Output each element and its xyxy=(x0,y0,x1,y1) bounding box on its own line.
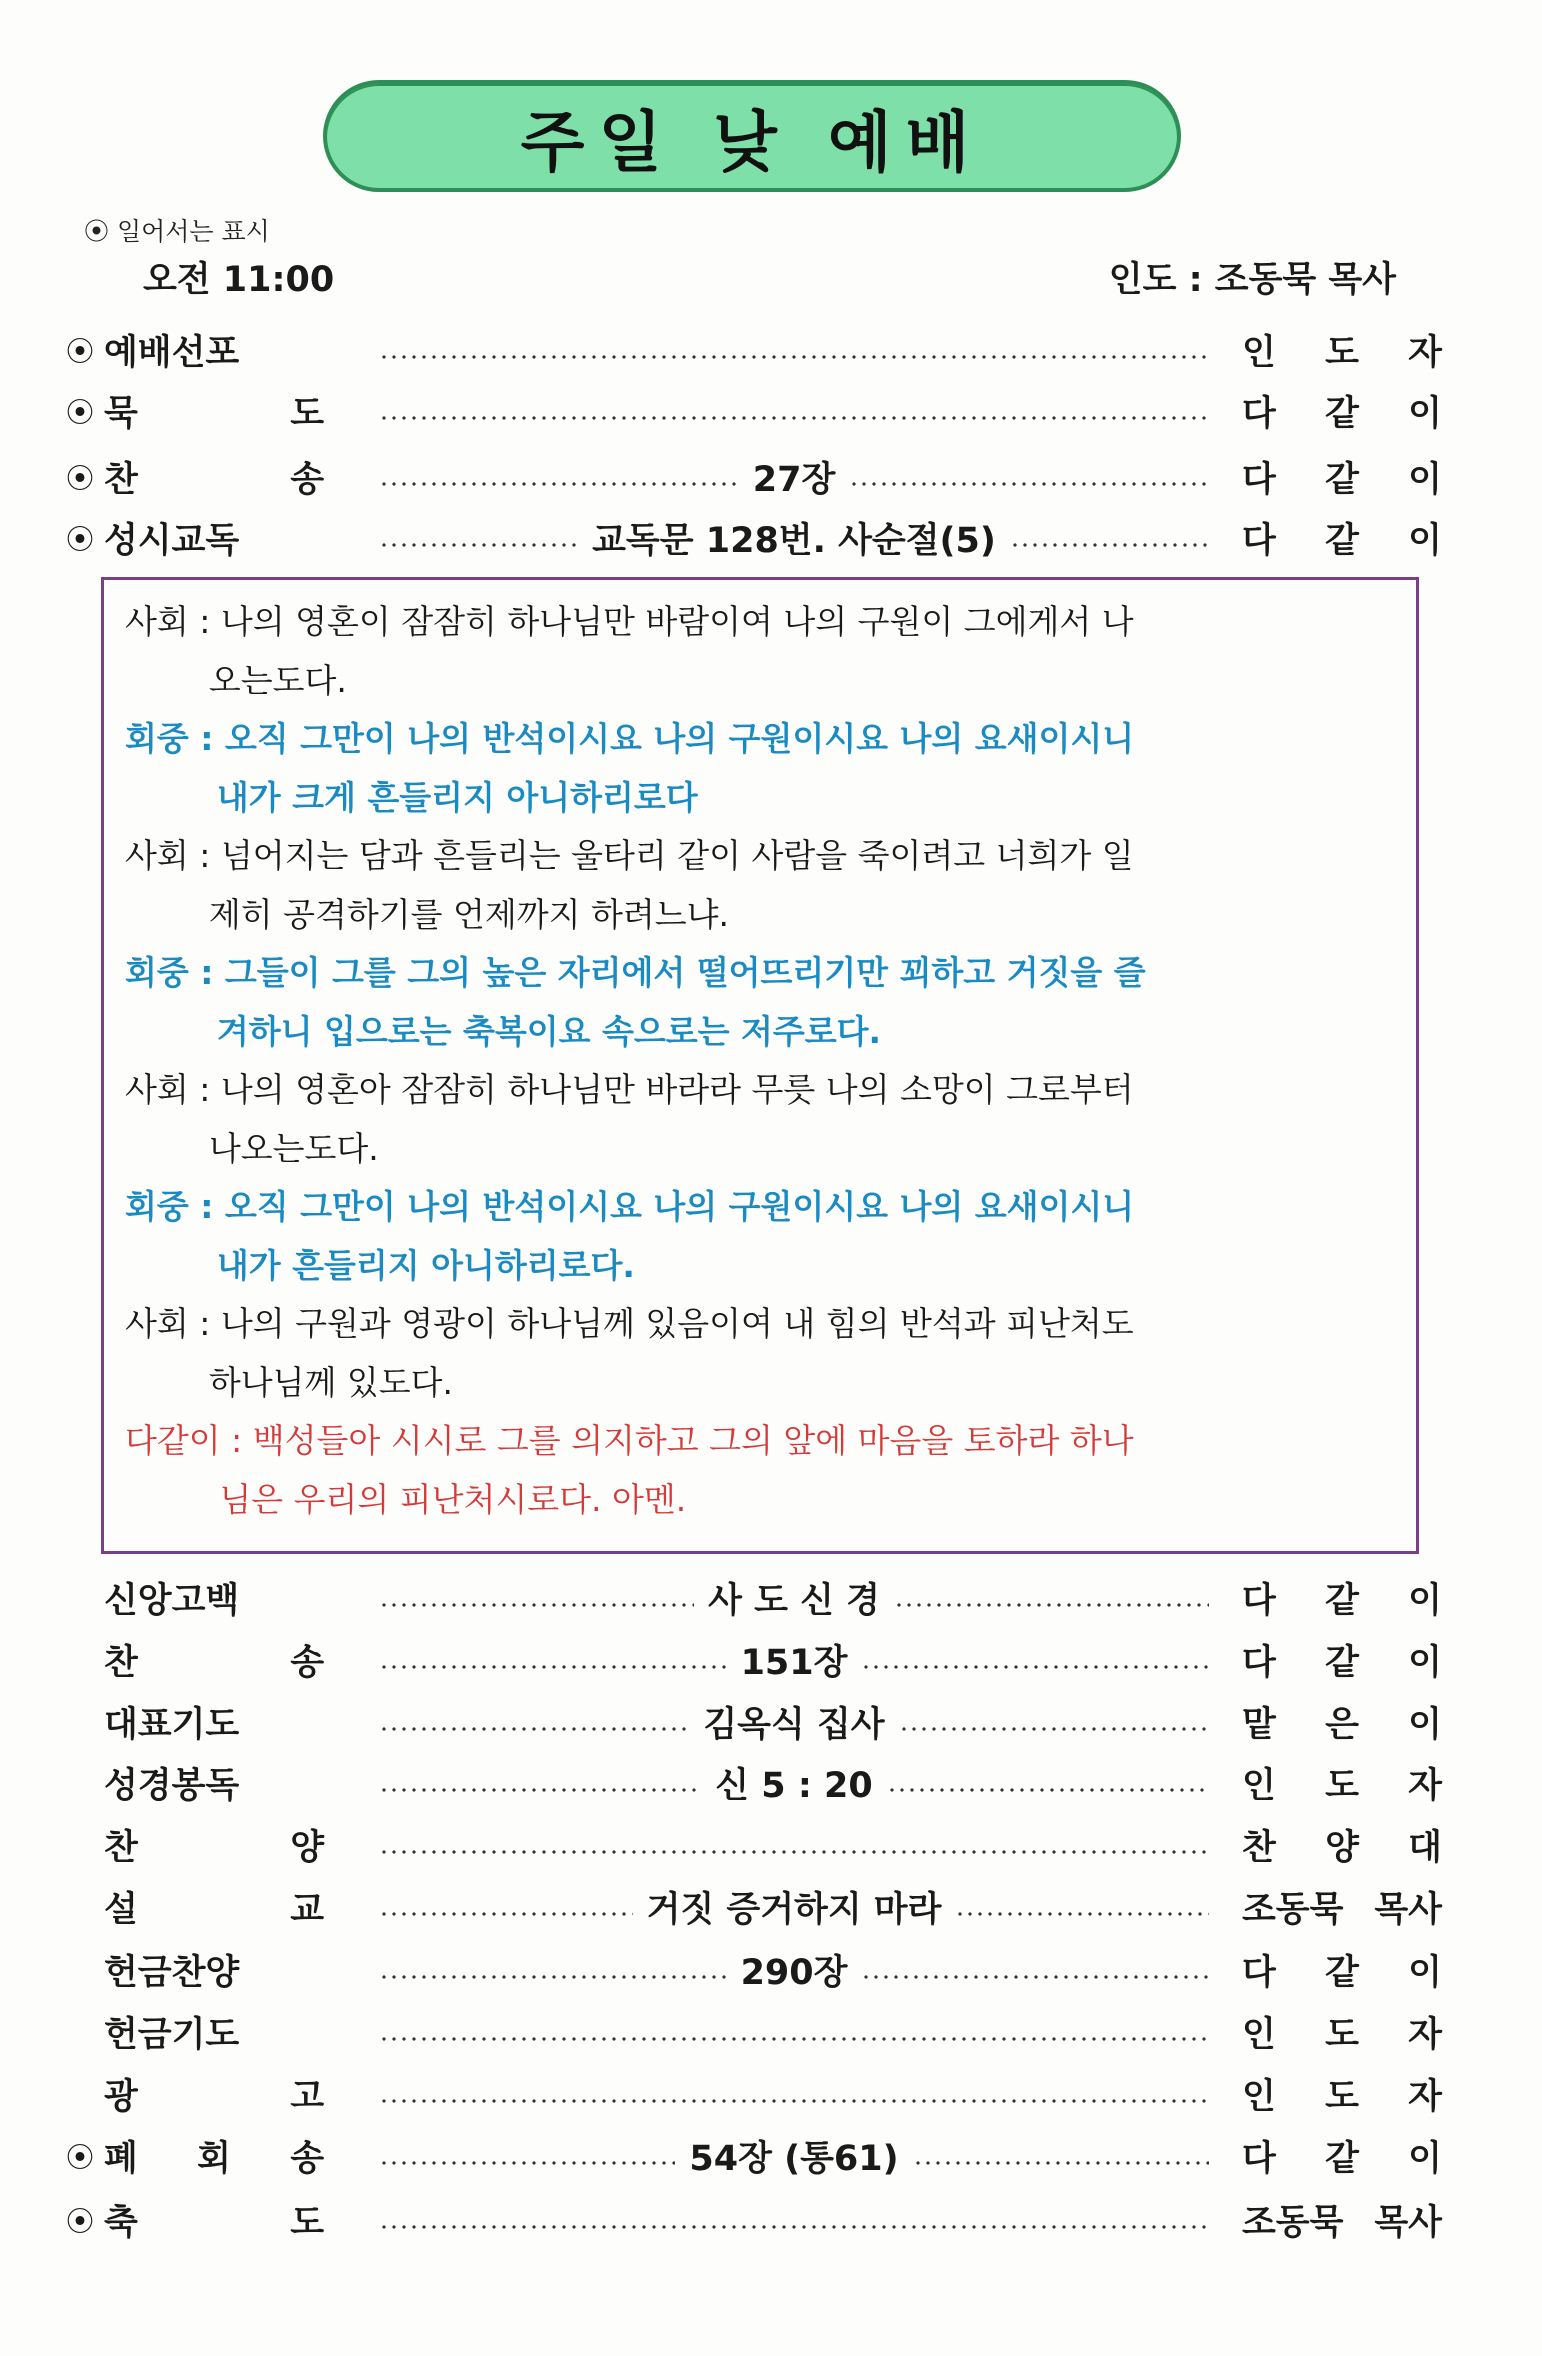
dot-leader xyxy=(887,1788,1209,1792)
order-item-label: 묵 도 xyxy=(104,394,324,434)
order-item-label: 폐 회 송 xyxy=(104,2139,324,2179)
dot-leader xyxy=(379,355,1209,359)
order-row-top-1 xyxy=(66,381,1442,441)
dot-leader xyxy=(379,416,1209,420)
order-row-top-2 xyxy=(66,447,1442,507)
order-row-bottom-1 xyxy=(66,1630,1442,1690)
reading-line: 겨하니 입으로는 축복이요 속으로는 저주로다. xyxy=(125,1011,882,1051)
dot-leader xyxy=(849,482,1209,486)
order-item-role: 다 같 이 xyxy=(1242,460,1442,500)
standing-mark-icon: ⦿ xyxy=(66,523,95,556)
order-row-bottom-3 xyxy=(66,1753,1442,1813)
service-time: 오전 11:00 xyxy=(143,260,335,300)
order-item-label: 설 교 xyxy=(104,1890,324,1930)
reading-line: 나오는도다. xyxy=(125,1128,379,1168)
order-item-label: 예배선포 xyxy=(104,333,240,373)
reading-line: 회중 : 오직 그만이 나의 반석이시요 나의 구원이시요 나의 요새이시니 xyxy=(125,719,1135,758)
reading-line: 다같이 : 백성들아 시시로 그를 의지하고 그의 앞에 마음을 토하라 하나 xyxy=(125,1421,1134,1460)
dot-leader xyxy=(379,1975,727,1979)
order-item-role: 다 같 이 xyxy=(1242,1581,1442,1621)
reading-line: 회중 : 그들이 그를 그의 높은 자리에서 떨어뜨리기만 꾀하고 거짓을 즐 xyxy=(125,953,1146,992)
order-row-top-3 xyxy=(66,508,1442,568)
order-row-bottom-9 xyxy=(66,2126,1442,2186)
dot-leader xyxy=(913,2161,1209,2165)
order-item-role: 인 도 자 xyxy=(1242,1766,1442,1806)
dot-leader xyxy=(1010,543,1209,547)
order-item-label: 헌금기도 xyxy=(104,2015,240,2055)
order-item-role: 찬 양 대 xyxy=(1242,1828,1442,1868)
dot-leader xyxy=(379,2037,1209,2041)
order-item-content: 교독문 128번. 사순절(5) xyxy=(592,521,996,561)
order-item-label: 찬 양 xyxy=(104,1828,324,1868)
order-item-role: 조동묵 목사 xyxy=(1242,2203,1442,2243)
order-item-role: 다 같 이 xyxy=(1242,521,1442,561)
order-item-role: 다 같 이 xyxy=(1242,2139,1442,2179)
dot-leader xyxy=(379,1788,701,1792)
order-row-bottom-4 xyxy=(66,1815,1442,1875)
dot-leader xyxy=(379,2099,1209,2103)
dot-leader xyxy=(379,1727,689,1731)
order-item-label: 광 고 xyxy=(104,2077,324,2117)
order-item-label: 찬 송 xyxy=(104,460,324,500)
reading-line: 제히 공격하기를 언제까지 하려느냐. xyxy=(125,894,730,934)
order-item-label: 대표기도 xyxy=(104,1705,240,1745)
order-item-role: 인 도 자 xyxy=(1242,333,1442,373)
reading-line: 사회 : 나의 영혼아 잠잠히 하나님만 바라라 무릇 나의 소망이 그로부터 xyxy=(125,1070,1134,1109)
order-item-label: 성경봉독 xyxy=(104,1766,240,1806)
reading-line: 사회 : 나의 영혼이 잠잠히 하나님만 바람이여 나의 구원이 그에게서 나 xyxy=(125,602,1134,641)
order-item-label: 찬 송 xyxy=(104,1643,324,1683)
order-item-role: 조동묵 목사 xyxy=(1242,1890,1442,1930)
order-row-bottom-10 xyxy=(66,2190,1442,2250)
reading-line: 하나님께 있도다. xyxy=(125,1362,454,1402)
standing-mark-icon: ⦿ xyxy=(66,335,95,368)
reading-line: 사회 : 나의 구원과 영광이 하나님께 있음이여 내 힘의 반석과 피난처도 xyxy=(125,1304,1134,1343)
standing-legend: ⦿ 일어서는 표시 xyxy=(84,217,270,246)
dot-leader xyxy=(894,1603,1209,1607)
dot-leader xyxy=(379,2225,1209,2229)
order-item-label: 축 도 xyxy=(104,2203,324,2243)
order-item-label: 성시교독 xyxy=(104,521,240,561)
order-row-bottom-0 xyxy=(66,1568,1442,1628)
standing-mark-icon: ⦿ xyxy=(66,396,95,429)
standing-mark-icon: ⦿ xyxy=(66,462,95,495)
order-row-top-0 xyxy=(66,320,1442,380)
order-row-bottom-7 xyxy=(66,2002,1442,2062)
order-item-role: 맡 은 이 xyxy=(1242,1705,1442,1745)
order-row-bottom-8 xyxy=(66,2064,1442,2124)
order-row-bottom-5 xyxy=(66,1877,1442,1937)
order-item-content: 사 도 신 경 xyxy=(708,1581,880,1621)
service-leader: 인도 : 조동묵 목사 xyxy=(1108,260,1396,300)
dot-leader xyxy=(379,543,578,547)
order-item-role: 다 같 이 xyxy=(1242,1953,1442,1993)
reading-line: 사회 : 넘어지는 담과 흔들리는 울타리 같이 사람을 죽이려고 너희가 일 xyxy=(125,836,1134,875)
order-item-content: 김옥식 집사 xyxy=(703,1705,885,1745)
reading-line: 내가 크게 흔들리지 아니하리로다 xyxy=(125,777,698,817)
order-item-role: 다 같 이 xyxy=(1242,394,1442,434)
order-item-content: 290장 xyxy=(740,1953,848,1993)
dot-leader xyxy=(379,1665,727,1669)
dot-leader xyxy=(955,1912,1209,1916)
order-row-bottom-6 xyxy=(66,1940,1442,2000)
page-title: 주일 낮 예배 xyxy=(520,103,984,181)
standing-mark-icon: ⦿ xyxy=(66,2141,95,2174)
order-item-content: 거짓 증거하지 마라 xyxy=(646,1890,942,1930)
order-item-content: 54장 (통61) xyxy=(689,2139,899,2179)
order-row-bottom-2 xyxy=(66,1692,1442,1752)
dot-leader xyxy=(899,1727,1209,1731)
standing-mark-icon: ⦿ xyxy=(66,2205,95,2238)
reading-line: 회중 : 오직 그만이 나의 반석이시요 나의 구원이시요 나의 요새이시니 xyxy=(125,1187,1135,1226)
dot-leader xyxy=(861,1665,1209,1669)
page-title-banner xyxy=(323,80,1181,192)
dot-leader xyxy=(379,482,739,486)
order-item-content: 신 5 : 20 xyxy=(715,1766,873,1806)
order-item-content: 151장 xyxy=(740,1643,848,1683)
dot-leader xyxy=(861,1975,1209,1979)
reading-line: 오는도다. xyxy=(125,660,347,700)
order-item-label: 헌금찬양 xyxy=(104,1953,240,1993)
dot-leader xyxy=(379,1603,694,1607)
reading-line: 내가 흔들리지 아니하리로다. xyxy=(125,1245,635,1285)
dot-leader xyxy=(379,1850,1209,1854)
order-item-role: 다 같 이 xyxy=(1242,1643,1442,1683)
reading-line: 님은 우리의 피난처시로다. 아멘. xyxy=(125,1479,687,1519)
dot-leader xyxy=(379,2161,675,2165)
order-item-content: 27장 xyxy=(752,460,836,500)
order-item-role: 인 도 자 xyxy=(1242,2015,1442,2055)
dot-leader xyxy=(379,1912,633,1916)
order-item-role: 인 도 자 xyxy=(1242,2077,1442,2117)
order-item-label: 신앙고백 xyxy=(104,1581,240,1621)
